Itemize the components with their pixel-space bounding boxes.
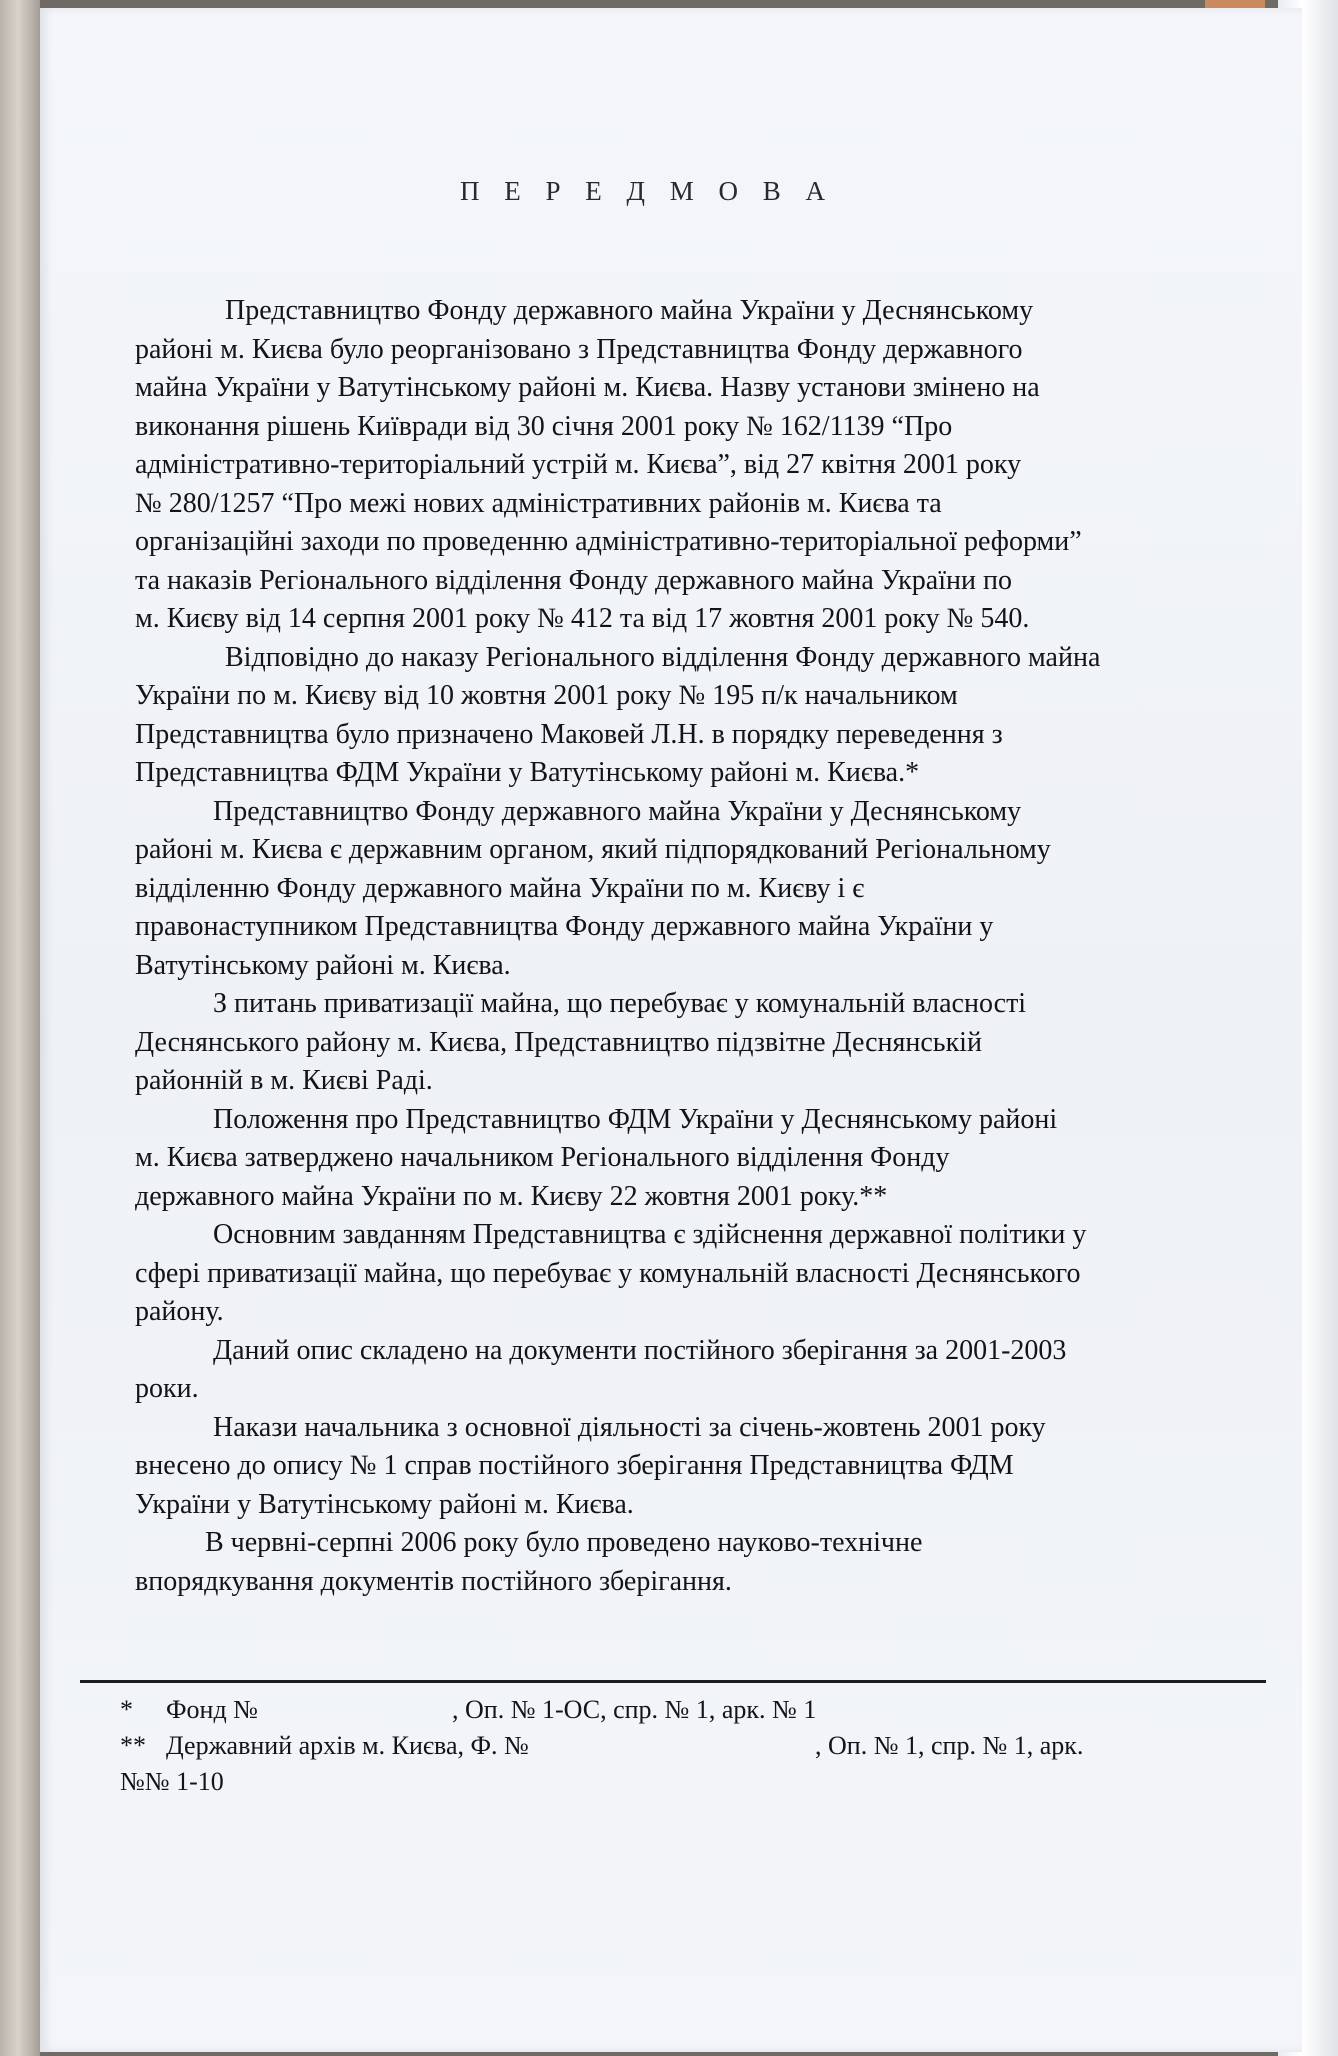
text-line: Представництво Фонду державного майна України у Деснянському <box>213 795 1022 827</box>
text-line: адміністративно-територіальний устрій м. Києва”, від 27 квітня 2001 року <box>135 449 1022 480</box>
text-line: Основним завданням Представництва є здійснення державної політики у <box>213 1219 1087 1250</box>
footnote-text: Державний архів м. Києва, Ф. № <box>166 1731 529 1760</box>
text-line: Ватутінському районі м. Києва. <box>135 949 511 981</box>
text-line: району. <box>135 1296 224 1327</box>
footnote-text: №№ 1-10 <box>120 1767 224 1796</box>
text-line: районі м. Києва є державним органом, який підпорядкований Регіональному <box>135 834 1051 865</box>
text-line: України по м. Києву від 10 жовтня 2001 року № 195 п/к начальником <box>135 680 958 711</box>
text-line: України у Ватутінському районі м. Києва. <box>135 1488 634 1520</box>
text-line: Положення про Представництво ФДМ України у Деснянському районі <box>213 1103 1058 1135</box>
text-line: впорядкування документів постійного зберігання. <box>135 1565 732 1597</box>
footnote-1 <box>120 1692 1240 1728</box>
footnotes <box>120 1692 1240 1800</box>
footnote-text: Фонд № <box>166 1695 258 1724</box>
text-line: Деснянського району м. Києва, Представництво підзвітне Деснянській <box>135 1026 982 1058</box>
footnote-text: , Оп. № 1, спр. № 1, арк. <box>815 1731 1084 1760</box>
text-line: Накази начальника з основної діяльності за січень-жовтень 2001 року <box>213 1411 1046 1443</box>
text-line: відділенню Фонду державного майна України по м. Києву і є <box>135 872 865 904</box>
text-line: м. Києва затверджено начальником Регіонального відділення Фонду <box>135 1142 950 1173</box>
text-line: № 280/1257 “Про межі нових адміністративних районів м. Києва та <box>135 487 942 519</box>
footnote-2 <box>120 1728 1240 1764</box>
text-line: Відповідно до наказу Регіонального відділення Фонду державного майна <box>225 641 1101 673</box>
text-line: районі м. Києва було реорганізовано з Представництва Фонду державного <box>135 333 1023 365</box>
text-line: Даний опис складено на документи постійного зберігання за 2001-2003 <box>213 1334 1067 1366</box>
footnote-2-continued <box>120 1764 1240 1800</box>
text-line: майна України у Ватутінському районі м. Києва. Назву установи змінено на <box>135 372 1040 403</box>
text-line: роки. <box>135 1373 199 1404</box>
text-line: організаційні заходи по проведенню адміністративно-територіальної реформи” <box>135 526 1082 557</box>
body-text <box>135 292 1275 1601</box>
text-line: сфері приватизації майна, що перебуває у комунальній власності Деснянського <box>135 1257 1081 1289</box>
text-line: В червні-серпні 2006 року було проведено науково-технічне <box>205 1527 923 1558</box>
text-line: З питань приватизації майна, що перебуває у комунальній власності <box>213 988 1027 1019</box>
document-page <box>40 8 1302 2052</box>
footnote-divider <box>80 1680 1266 1683</box>
footnote-text: , Оп. № 1-ОС, спр. № 1, арк. № 1 <box>452 1695 817 1724</box>
text-line: районній в м. Києві Раді. <box>135 1065 433 1096</box>
text-line: внесено до опису № 1 справ постійного зберігання Представництва ФДМ <box>135 1450 1014 1481</box>
text-line: м. Києву від 14 серпня 2001 року № 412 та від 17 жовтня 2001 року № 540. <box>135 603 1030 634</box>
footnote-mark: ** <box>120 1731 146 1760</box>
text-line: та наказів Регіонального відділення Фонду державного майна України по <box>135 564 1012 596</box>
binder-edge <box>0 0 40 2056</box>
footnote-mark: * <box>120 1695 133 1724</box>
text-line: Представництва було призначено Маковей Л.Н. в порядку переведення з <box>135 718 1003 750</box>
text-line: правонаступником Представництва Фонду державного майна України у <box>135 911 994 942</box>
text-line: державного майна України по м. Києву 22 жовтня 2001 року.** <box>135 1180 888 1212</box>
text-line: Представництва ФДМ України у Ватутінському районі м. Києва.* <box>135 757 920 788</box>
text-line: виконання рішень Київради від 30 січня 2001 року № 162/1139 “Про <box>135 410 953 442</box>
text-line: Представництво Фонду державного майна України у Деснянському <box>225 295 1034 326</box>
page-title: П Е Р Е Д М О В А <box>460 176 834 206</box>
